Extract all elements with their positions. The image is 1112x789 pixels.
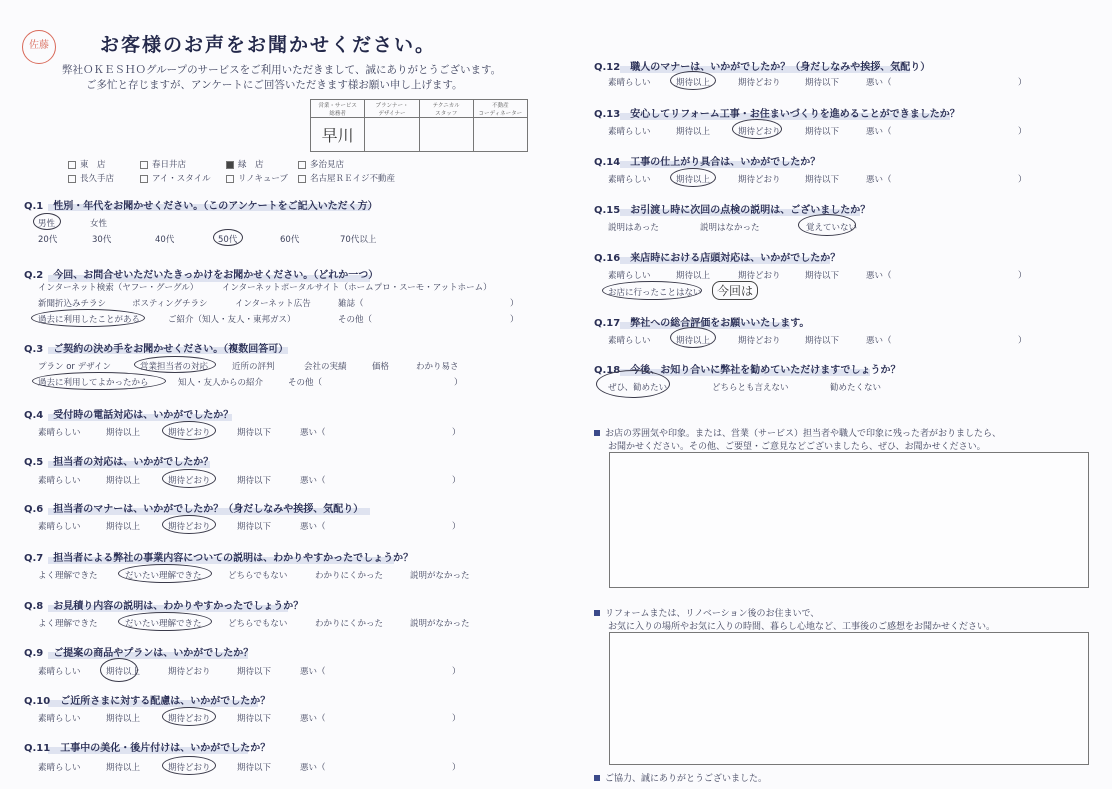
option-as-expected[interactable]: 期待どおり — [168, 714, 211, 724]
option-below-expectation[interactable]: 期待以下 — [805, 336, 840, 346]
option-above-expectation[interactable]: 期待以上 — [676, 78, 711, 88]
answer-circle — [32, 372, 166, 390]
option-bad[interactable]: 悪い（ — [866, 127, 892, 137]
answer-circle — [670, 168, 716, 187]
option-above-expectation[interactable]: 期待以上 — [676, 271, 711, 281]
question-16: Q.16 来店時における店頭対応は、いかがでしたか？ — [594, 253, 841, 264]
store-checkbox-higashi[interactable]: 東 店 — [68, 158, 106, 170]
option-40s[interactable]: 40代 — [155, 235, 175, 245]
option-below-expectation[interactable]: 期待以下 — [237, 476, 272, 486]
paren-close: ） — [1018, 127, 1027, 137]
option-below-expectation[interactable]: 期待以下 — [237, 714, 272, 724]
option-70s-plus[interactable]: 70代以上 — [340, 235, 377, 245]
option-never-visited-store[interactable]: お店に行ったことはない — [608, 288, 702, 298]
option-as-expected[interactable]: 期待どおり — [738, 336, 781, 346]
comment-2-prompt-line2: お気に入りの場所やお気に入りの時間、暮らし心地など、工事後のご感想をお聞かせください。 — [608, 622, 996, 632]
question-9: Q.9 ご提案の商品やプランは、いかがでしたか？ — [24, 648, 254, 659]
option-as-expected[interactable]: 期待どおり — [168, 476, 211, 486]
question-8: Q.8 お見積り内容の説明は、わかりやすかったでしょうか？ — [24, 601, 304, 612]
option-below-expectation[interactable]: 期待以下 — [805, 127, 840, 137]
store-checkbox-midori[interactable]: 緑 店 — [226, 158, 264, 170]
option-above-expectation[interactable]: 期待以上 — [676, 175, 711, 185]
paren-close: ） — [452, 428, 461, 438]
option-understood-well[interactable]: よく理解できた — [38, 571, 98, 581]
option-above-expectation[interactable]: 期待以上 — [106, 714, 141, 724]
store-checkbox-nagakute[interactable]: 長久手店 — [68, 172, 114, 184]
option-as-expected[interactable]: 期待どおり — [738, 175, 781, 185]
answer-circle — [596, 370, 670, 398]
option-below-expectation[interactable]: 期待以下 — [237, 667, 272, 677]
comment-1-prompt-line2: お聞かせください。その他、ご要望・ご意見などございましたら、ぜひ、お聞かせください。 — [608, 442, 986, 452]
paren-close: ） — [452, 763, 461, 773]
option-not-explained[interactable]: 説明はなかった — [700, 223, 760, 233]
option-no-explanation[interactable]: 説明がなかった — [410, 619, 470, 629]
checkbox-icon — [68, 175, 76, 183]
comment-1-prompt: お店の雰囲気や印象。または、営業（サービス）担当者や職人で印象に残った者がおりましたら、 — [594, 426, 1001, 439]
seal-stamp — [22, 30, 56, 64]
option-above-expectation[interactable]: 期待以上 — [106, 476, 141, 486]
option-bad[interactable]: 悪い（ — [866, 78, 892, 88]
option-female[interactable]: 女性 — [90, 219, 108, 229]
option-bad[interactable]: 悪い（ — [300, 522, 326, 532]
checkbox-icon — [298, 175, 306, 183]
option-bad[interactable]: 悪い（ — [300, 763, 326, 773]
option-as-expected[interactable]: 期待どおり — [168, 428, 211, 438]
answer-circle — [162, 515, 216, 534]
paren-close: ） — [452, 476, 461, 486]
checkbox-icon — [68, 161, 76, 169]
option-excellent[interactable]: 素晴らしい — [608, 271, 651, 281]
paren-close: ） — [510, 315, 519, 325]
option-excellent[interactable]: 素晴らしい — [38, 667, 81, 677]
question-18: Q.18 今後、お知り合いに弊社を勧めていただけますでしょうか？ — [594, 365, 901, 376]
square-bullet-icon — [594, 775, 600, 781]
checkbox-icon — [298, 161, 306, 169]
option-newspaper-flyer[interactable]: 新聞折込みチラシ — [38, 299, 107, 309]
option-60s[interactable]: 60代 — [280, 235, 300, 245]
answer-circle — [33, 213, 61, 230]
option-bad[interactable]: 悪い（ — [300, 667, 326, 677]
checkbox-icon — [140, 175, 148, 183]
option-other[interactable]: その他（ — [338, 315, 373, 325]
paren-close: ） — [1018, 78, 1027, 88]
option-plan-design[interactable]: プラン or デザイン — [38, 362, 112, 372]
option-excellent[interactable]: 素晴らしい — [38, 763, 81, 773]
option-male[interactable]: 男性 — [38, 219, 56, 229]
paren-close: ） — [452, 522, 461, 532]
staff-header-technical: テクニカル スタッフ — [419, 100, 473, 118]
staff-cell-sales[interactable] — [311, 118, 365, 152]
store-checkbox-realestate[interactable]: 名古屋ＲＥイジ不動産 — [298, 172, 395, 184]
staff-cell-realestate[interactable] — [473, 118, 527, 152]
answer-circle — [670, 327, 716, 348]
store-checkbox-istyle[interactable]: アイ・スタイル — [140, 172, 211, 184]
option-referral[interactable]: ご紹介（知人・友人・東邦ガス） — [168, 315, 296, 325]
option-excellent[interactable]: 素晴らしい — [38, 428, 81, 438]
staff-cell-planner[interactable] — [365, 118, 419, 152]
option-price[interactable]: 価格 — [372, 362, 390, 372]
option-above-expectation[interactable]: 期待以上 — [106, 522, 141, 532]
square-bullet-icon — [594, 610, 600, 616]
seal-text: 佐藤 — [29, 40, 49, 51]
option-below-expectation[interactable]: 期待以下 — [237, 522, 272, 532]
option-magazine[interactable]: 雑誌（ — [338, 299, 364, 309]
staff-name-handwritten: 早川 — [321, 126, 354, 145]
option-definitely-recommend[interactable]: ぜひ、勧めたい — [608, 383, 668, 393]
paren-close: ） — [1018, 336, 1027, 346]
staff-table — [310, 99, 528, 152]
option-as-expected[interactable]: 期待どおり — [168, 763, 211, 773]
answer-circle — [213, 229, 243, 246]
option-clarity[interactable]: わかり易さ — [416, 362, 459, 372]
answer-circle — [602, 281, 702, 300]
option-internet-ad[interactable]: インターネット広告 — [235, 299, 311, 309]
store-checkbox-renocube[interactable]: リノキューブ — [226, 172, 288, 184]
answer-circle — [732, 119, 782, 139]
option-explained[interactable]: 説明はあった — [608, 223, 659, 233]
option-30s[interactable]: 30代 — [92, 235, 112, 245]
answer-circle — [670, 71, 716, 90]
option-other[interactable]: その他（ — [288, 378, 323, 388]
store-checkbox-kasugai[interactable]: 春日井店 — [140, 158, 186, 170]
option-as-expected[interactable]: 期待どおり — [168, 667, 211, 677]
page-title: お客様のお声をお聞かせください。 — [100, 34, 437, 56]
square-bullet-icon — [594, 430, 600, 436]
handwritten-note: 今回は — [712, 281, 758, 300]
question-6: Q.6 担当者のマナーは、いかがでしたか？（身だしなみや挨拶、気配り） — [24, 504, 364, 515]
answer-circle — [134, 356, 216, 373]
option-friend-referral[interactable]: 知人・友人からの紹介 — [178, 378, 264, 388]
checkbox-icon — [140, 161, 148, 169]
option-excellent[interactable]: 素晴らしい — [38, 714, 81, 724]
option-do-not-remember[interactable]: 覚えていない — [806, 223, 858, 233]
question-11: Q.11 工事中の美化・後片付けは、いかがでしたか？ — [24, 743, 271, 754]
staff-header-realestate: 不動産 コーディネーター — [473, 100, 527, 118]
staff-header-planner: プランナー・ デザイナー — [365, 100, 419, 118]
option-understood-well[interactable]: よく理解できた — [38, 619, 98, 629]
option-20s[interactable]: 20代 — [38, 235, 58, 245]
option-above-expectation[interactable]: 期待以上 — [106, 763, 141, 773]
option-neighborhood[interactable]: 近所の評判 — [232, 362, 275, 372]
answer-circle — [118, 564, 212, 583]
option-as-expected[interactable]: 期待どおり — [168, 522, 211, 532]
option-as-expected[interactable]: 期待どおり — [738, 127, 781, 137]
paren-close: ） — [510, 299, 519, 309]
option-above-expectation[interactable]: 期待以上 — [676, 336, 711, 346]
option-undecided[interactable]: どちらとも言えない — [712, 383, 789, 393]
question-4: Q.4 受付時の電話対応は、いかがでしたか？ — [24, 410, 234, 421]
option-as-expected[interactable]: 期待どおり — [738, 78, 781, 88]
option-excellent[interactable]: 素晴らしい — [38, 476, 81, 486]
question-17: Q.17 弊社への総合評価をお願いいたします。 — [594, 318, 810, 329]
question-7: Q.7 担当者による弊社の事業内容についての説明は、わかりやすかったでしょうか？ — [24, 553, 414, 564]
paren-close: ） — [452, 667, 461, 677]
option-excellent[interactable]: 素晴らしい — [38, 522, 81, 532]
question-1: Q.1 性別・年代をお聞かせください。（このアンケートをご記入いただく方） — [24, 201, 378, 212]
option-excellent[interactable]: 素晴らしい — [608, 127, 651, 137]
option-portal-site[interactable]: インターネットポータルサイト（ホームプロ・スーモ・アットホーム） — [222, 283, 492, 293]
option-bad[interactable]: 悪い（ — [866, 271, 892, 281]
option-hard-to-understand[interactable]: わかりにくかった — [315, 571, 384, 581]
option-excellent[interactable]: 素晴らしい — [608, 78, 651, 88]
checkbox-icon — [226, 161, 234, 169]
option-above-expectation[interactable]: 期待以上 — [106, 667, 141, 677]
paren-close: ） — [452, 714, 461, 724]
option-mostly-understood[interactable]: だいたい理解できた — [125, 619, 202, 629]
question-12: Q.12 職人のマナーは、いかがでしたか？（身だしなみや挨拶、気配り） — [594, 62, 931, 73]
paren-close: ） — [454, 378, 463, 388]
answer-circle — [162, 707, 216, 726]
comment-2-textarea[interactable] — [609, 632, 1089, 765]
option-neutral[interactable]: どちらでもない — [228, 571, 288, 581]
answer-circle — [162, 756, 216, 775]
paren-close: ） — [1018, 175, 1027, 185]
option-excellent[interactable]: 素晴らしい — [608, 175, 651, 185]
option-used-before[interactable]: 過去に利用したことがある — [38, 315, 141, 325]
option-below-expectation[interactable]: 期待以下 — [805, 271, 840, 281]
answer-circle — [118, 612, 212, 631]
option-track-record[interactable]: 会社の実績 — [304, 362, 347, 372]
paren-close: ） — [1018, 271, 1027, 281]
option-50s[interactable]: 50代 — [218, 235, 238, 245]
option-as-expected[interactable]: 期待どおり — [738, 271, 781, 281]
option-bad[interactable]: 悪い（ — [300, 428, 326, 438]
intro-line-1: 弊社ＯＫＥＳＨＯグループのサービスをご利用いただきまして、誠にありがとうございます。 — [62, 64, 502, 76]
comment-2-prompt: リフォームまたは、リノベーション後のお住まいで、 — [594, 606, 819, 619]
staff-header-sales: 営業・サービス 総務者 — [311, 100, 365, 118]
comment-1-textarea[interactable] — [609, 452, 1089, 588]
question-3: Q.3 ご契約の決め手をお聞かせください。（複数回答可） — [24, 344, 289, 355]
store-checkbox-tajimi[interactable]: 多治見店 — [298, 158, 344, 170]
checkbox-icon — [226, 175, 234, 183]
option-not-recommend[interactable]: 勧めたくない — [830, 383, 882, 393]
option-below-expectation[interactable]: 期待以下 — [237, 763, 272, 773]
option-internet-search[interactable]: インターネット検索（ヤフー・グーグル） — [38, 283, 199, 293]
intro-line-2: ご多忙と存じますが、アンケートにご回答いただきます様お願い申し上げます。 — [86, 79, 463, 91]
option-mostly-understood[interactable]: だいたい理解できた — [125, 571, 202, 581]
answer-circle — [31, 309, 145, 327]
question-14: Q.14 工事の仕上がり具合は、いかがでしたか？ — [594, 157, 821, 168]
option-bad[interactable]: 悪い（ — [866, 175, 892, 185]
option-below-expectation[interactable]: 期待以下 — [805, 175, 840, 185]
option-above-expectation[interactable]: 期待以上 — [106, 428, 141, 438]
question-5: Q.5 担当者の対応は、いかがでしたか？ — [24, 457, 214, 468]
staff-cell-technical[interactable] — [419, 118, 473, 152]
option-bad[interactable]: 悪い（ — [300, 476, 326, 486]
answer-circle — [162, 421, 216, 440]
option-posting-flyer[interactable]: ポスティングチラシ — [132, 299, 208, 309]
option-below-expectation[interactable]: 期待以下 — [805, 78, 840, 88]
option-excellent[interactable]: 素晴らしい — [608, 336, 651, 346]
answer-circle — [100, 658, 141, 682]
option-bad[interactable]: 悪い（ — [300, 714, 326, 724]
answer-circle — [162, 469, 216, 488]
option-sales-response[interactable]: 営業担当者の対応 — [140, 362, 209, 372]
question-10: Q.10 ご近所さまに対する配慮は、いかがでしたか？ — [24, 696, 271, 707]
option-no-explanation[interactable]: 説明がなかった — [410, 571, 470, 581]
answer-circle — [798, 214, 856, 236]
option-good-experience[interactable]: 過去に利用してよかったから — [38, 378, 149, 388]
option-below-expectation[interactable]: 期待以下 — [237, 428, 272, 438]
option-above-expectation[interactable]: 期待以上 — [676, 127, 711, 137]
question-13: Q.13 安心してリフォーム工事・お住まいづくりを進めることができましたか？ — [594, 109, 960, 120]
question-15: Q.15 お引渡し時に次回の点検の説明は、ございましたか？ — [594, 205, 871, 216]
option-hard-to-understand[interactable]: わかりにくかった — [315, 619, 384, 629]
question-2: Q.2 今回、お問合せいただいたきっかけをお聞かせください。（どれか一つ） — [24, 270, 379, 281]
option-neutral[interactable]: どちらでもない — [228, 619, 288, 629]
thanks-message: ご協力、誠にありがとうございました。 — [594, 771, 767, 784]
option-bad[interactable]: 悪い（ — [866, 336, 892, 346]
